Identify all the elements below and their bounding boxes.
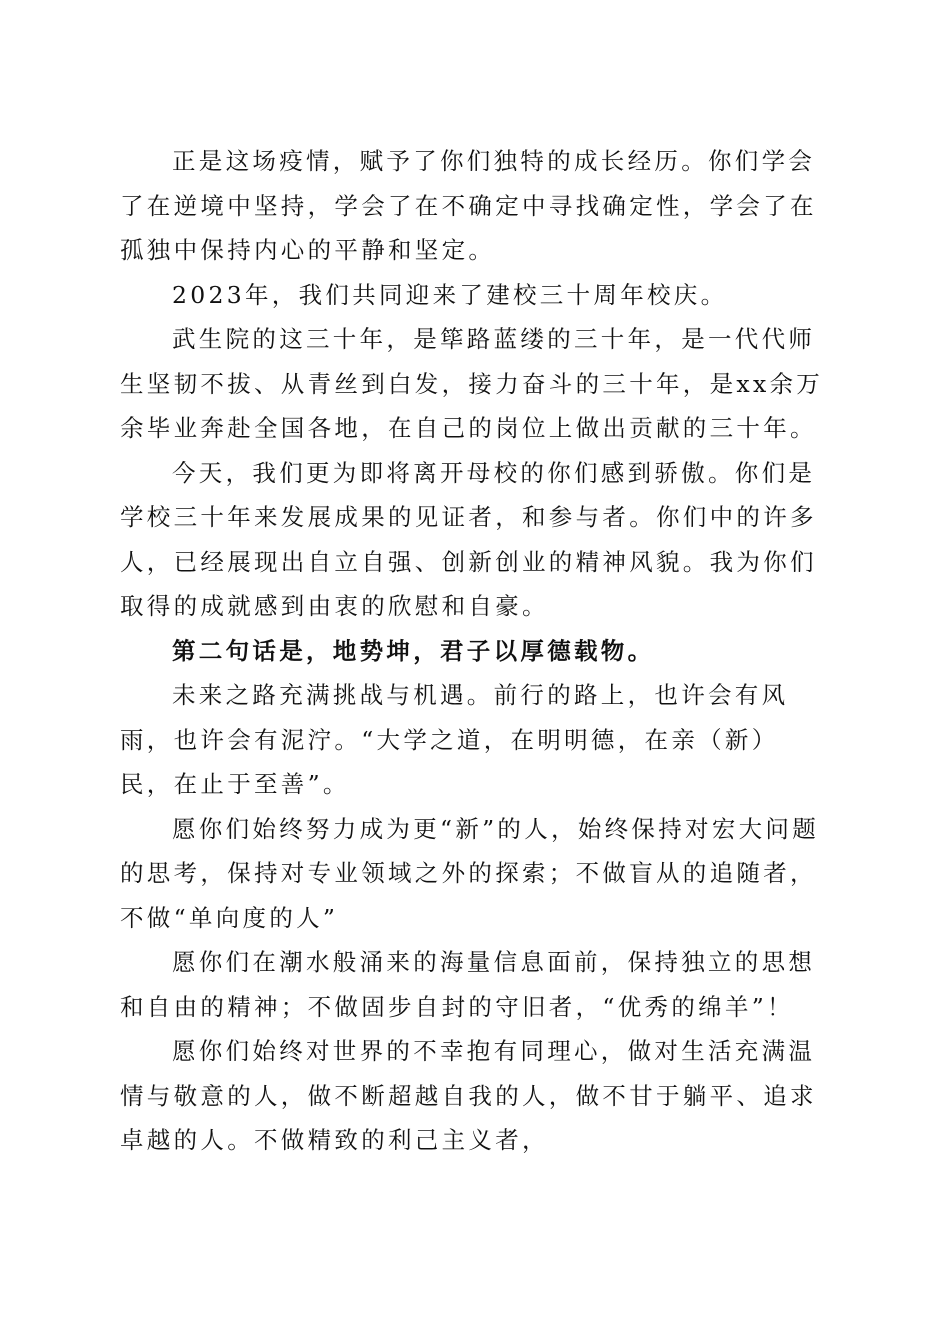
paragraph-1: 正是这场疫情，赋予了你们独特的成长经历。你们学会了在逆境中坚持，学会了在不确定中寻找确定性，学会了在孤独中保持内心的平静和坚定。 — [120, 147, 817, 264]
paragraph-6: 未来之路充满挑战与机遇。前行的路上，也许会有风雨，也许会有泥泞。“大学之道，在明明德，在亲（新）民，在止于至善”。 — [120, 681, 789, 798]
paragraph-8: 愿你们在潮水般涌来的海量信息面前，保持独立的思想和自由的精神；不做固步自封的守旧者，“优秀的绵羊”！ — [120, 948, 816, 1021]
paragraph-2: 2023年，我们共同迎来了建校三十周年校庆。 — [172, 280, 728, 309]
paragraph-3: 武生院的这三十年，是筚路蓝缕的三十年，是一代代师生坚韧不拔、从青丝到白发，接力奋斗的三十年，是xx余万余毕业奔赴全国各地，在自己的岗位上做出贡献的三十年。 — [120, 325, 824, 442]
document-body — [120, 139, 826, 1163]
paragraph-7: 愿你们始终努力成为更“新”的人，始终保持对宏大问题的思考，保持对专业领域之外的探索；不做盲从的追随者，不做“单向度的人” — [120, 814, 820, 932]
paragraph-9: 愿你们始终对世界的不幸抱有同理心，做对生活充满温情与敬意的人，做不断超越自我的人，做不甘于躺平、追求卓越的人。不做精致的利己主义者， — [120, 1037, 817, 1154]
paragraph-4: 今天，我们更为即将离开母校的你们感到骄傲。你们是学校三十年来发展成果的见证者，和参与者。你们中的许多人，已经展现出自立自强、创新创业的精神风貌。我为你们取得的成就感到由衷的欣慰和自豪。 — [120, 458, 817, 620]
paragraph-5-heading: 第二句话是，地势坤，君子以厚德载物。 — [172, 636, 655, 665]
